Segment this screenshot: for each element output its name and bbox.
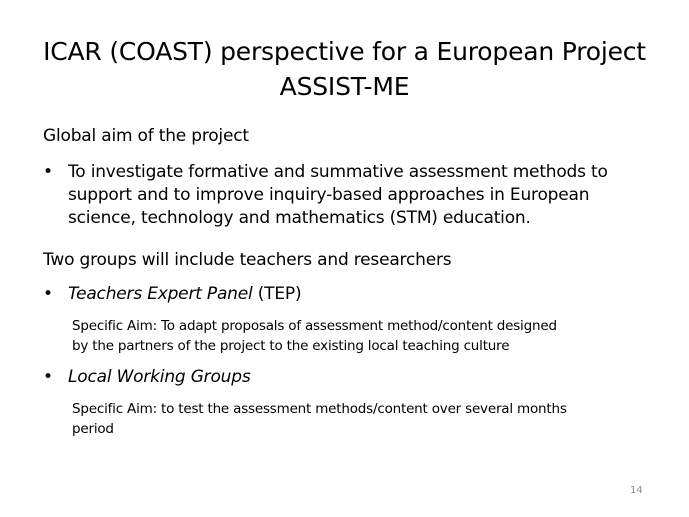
slide-title-line-2: ASSIST-ME — [279, 72, 410, 101]
lwg-name: Local Working Groups — [68, 367, 251, 387]
global-aim-text: To investigate formative and summative assessment methods to support and to improve inquiry-based approaches in European science, technology and mathematics (STM) education. — [68, 162, 608, 228]
lwg-text — [68, 366, 251, 389]
tep-abbr: (TEP) — [252, 284, 302, 304]
global-aim-heading: Global aim of the project — [43, 126, 249, 146]
slide-title — [20, 34, 669, 104]
bullet-icon: • — [43, 162, 53, 182]
groups-heading: Two groups will include teachers and researchers — [43, 250, 452, 270]
slide-title-line-1: ICAR (COAST) perspective for a European Project — [43, 37, 646, 66]
page-number: 14 — [630, 485, 643, 496]
tep-specific-aim: Specific Aim: To adapt proposals of assessment method/content designed by the partners of the project to the existing local teaching culture — [72, 318, 557, 354]
lwg-specific-aim: Specific Aim: to test the assessment methods/content over several months period — [72, 401, 567, 437]
tep-name: Teachers Expert Panel — [68, 284, 253, 304]
tep-text — [68, 283, 301, 306]
bullet-icon: • — [43, 367, 53, 387]
bullet-icon: • — [43, 284, 53, 304]
